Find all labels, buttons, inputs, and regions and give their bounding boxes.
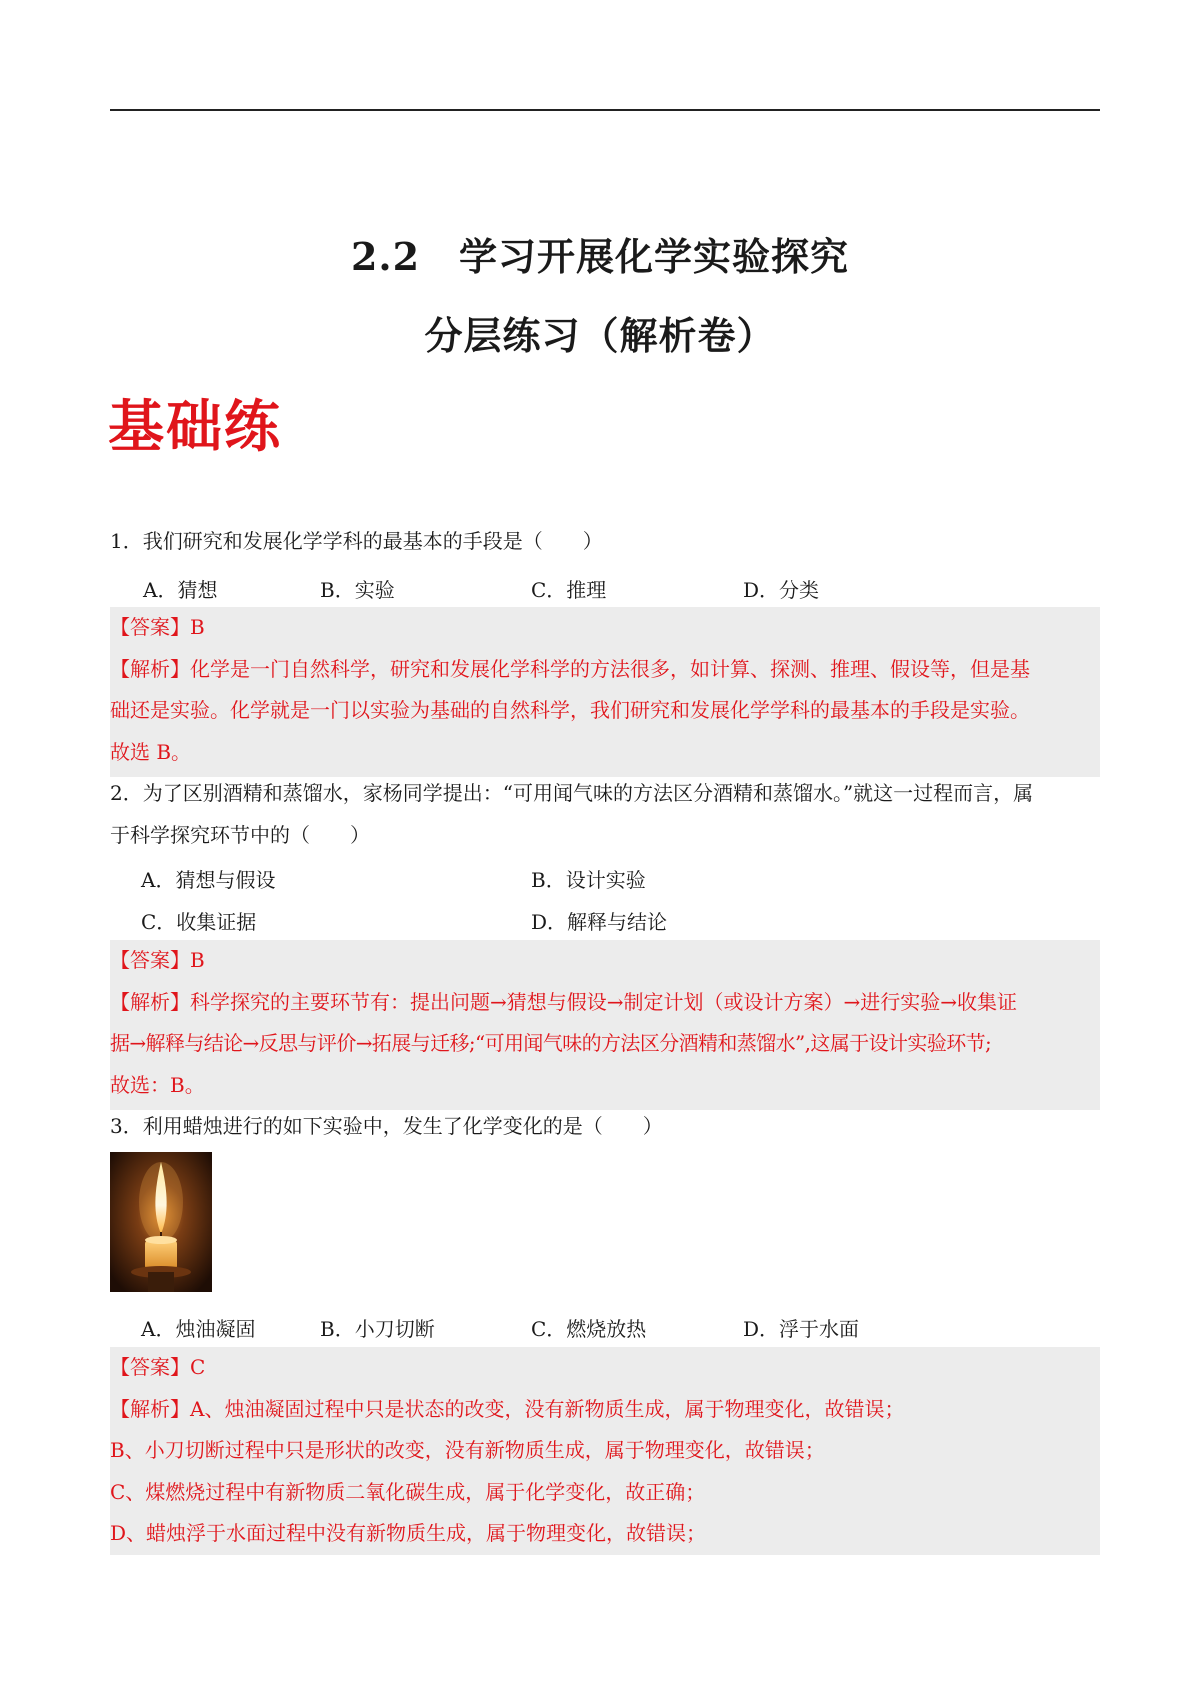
q1-option-d: D．分类	[743, 578, 820, 602]
q2-option-b: B．设计实验	[531, 868, 646, 892]
q2-option-a: A．猜想与假设	[141, 868, 276, 892]
q2-analysis-line: 【解析】科学探究的主要环节有：提出问题→猜想与假设→制定计划（或设计方案）→进行实验→收集证	[110, 989, 1018, 1014]
q2-stem-line: 于科学探究环节中的（ ）	[110, 823, 370, 847]
q2-analysis-line: 据→解释与结论→反思与评价→拓展与迁移;“可用闻气味的方法区分酒精和蒸馏水”,这属于设计实验环节;	[110, 1031, 992, 1055]
header-rule	[110, 109, 1100, 111]
q2-option-c: C．收集证据	[141, 910, 257, 934]
q3-analysis-line: C、煤燃烧过程中有新物质二氧化碳生成，属于化学变化，故正确；	[110, 1479, 706, 1504]
q1-answer: 【答案】B	[110, 615, 205, 639]
q3-analysis-line: 【解析】A、烛油凝固过程中只是状态的改变，没有新物质生成，属于物理变化，故错误；	[110, 1396, 905, 1421]
q2-stem-line: 2．为了区别酒精和蒸馏水，家杨同学提出：“可用闻气味的方法区分酒精和蒸馏水。”就这一过程而言，属	[110, 781, 1034, 805]
q1-answer-box	[110, 607, 1100, 777]
doc-subtitle: 分层练习（解析卷）	[424, 313, 776, 358]
q1-option-a: A．猜想	[143, 578, 218, 602]
q3-analysis-line: B、小刀切断过程中只是形状的改变，没有新物质生成，属于物理变化，故错误；	[110, 1438, 825, 1462]
q1-analysis-line: 【解析】化学是一门自然科学，研究和发展化学科学的方法很多，如计算、探测、推理、假设等，但是基	[110, 656, 1030, 681]
question-1-stem: 1．我们研究和发展化学学科的最基本的手段是（ ）	[110, 529, 603, 553]
q3-option-b: B．小刀切断	[320, 1317, 435, 1341]
q1-option-c: C．推理	[531, 578, 607, 602]
q3-option-a: A．烛油凝固	[141, 1317, 256, 1341]
q1-analysis-line: 础还是实验。化学就是一门以实验为基础的自然科学，我们研究和发展化学学科的最基本的手段是实验。	[110, 698, 1030, 722]
q2-option-d: D．解释与结论	[531, 910, 668, 934]
q3-option-d: D．浮于水面	[743, 1317, 860, 1341]
question-3-stem: 3．利用蜡烛进行的如下实验中，发生了化学变化的是（ ）	[110, 1114, 663, 1138]
q3-option-c: C．燃烧放热	[531, 1317, 647, 1341]
candle-image	[110, 1152, 212, 1292]
doc-title: 2.2 学习开展化学实验探究	[350, 234, 850, 279]
question-2-stem	[110, 772, 1100, 856]
q2-answer-box	[110, 940, 1100, 1110]
q3-answer-box	[110, 1347, 1100, 1555]
q3-answer: 【答案】C	[110, 1355, 206, 1379]
q3-analysis-line: D、蜡烛浮于水面过程中没有新物质生成，属于物理变化，故错误；	[110, 1521, 707, 1545]
q2-answer: 【答案】B	[110, 948, 205, 972]
q1-option-b: B．实验	[320, 578, 395, 602]
section-heading: 基础练	[108, 395, 282, 460]
q2-analysis-line: 故选：B。	[110, 1072, 205, 1097]
q1-analysis-line: 故选 B。	[110, 739, 192, 764]
